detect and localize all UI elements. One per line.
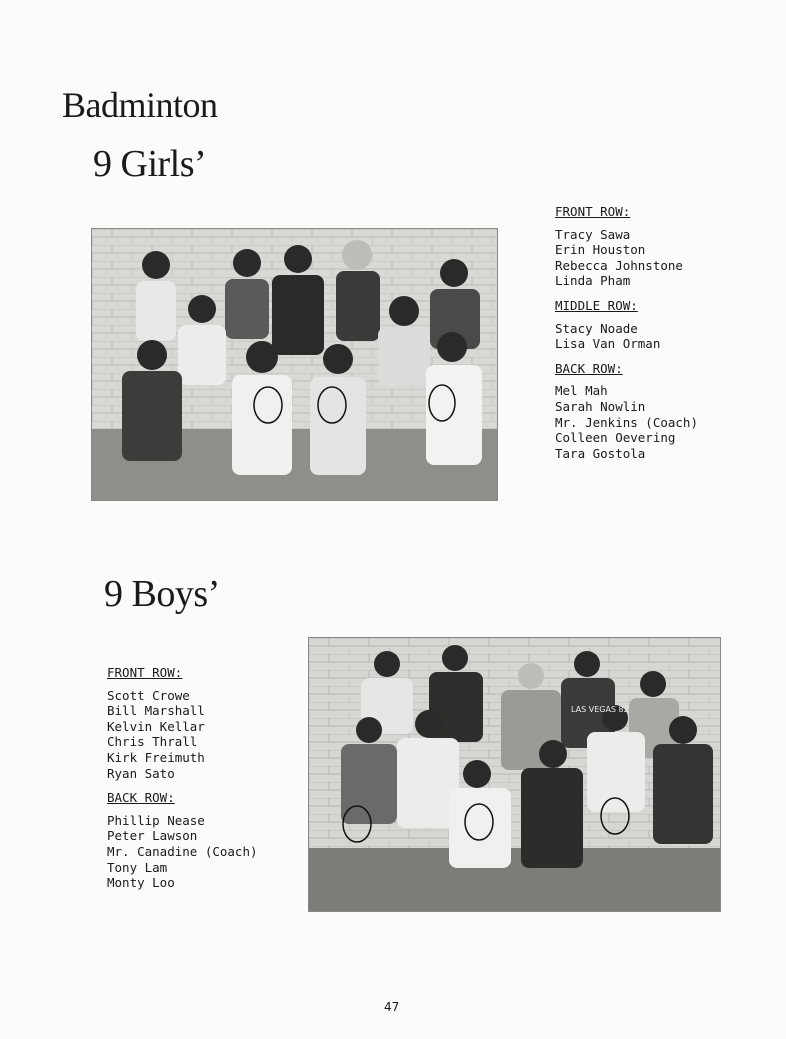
boys-front-row-name: Bill Marshall	[107, 703, 205, 719]
girls-middle-row-name: Lisa Van Orman	[555, 336, 661, 352]
boys-back-row	[107, 790, 258, 891]
page-number: 47	[384, 1000, 400, 1014]
girls-back-row	[555, 361, 698, 462]
girls-middle-row-label: MIDDLE ROW:	[555, 297, 638, 313]
boys-front-row-name: Kirk Freimuth	[107, 749, 205, 765]
girls-middle-row-name: Stacy Noade	[555, 320, 638, 336]
boys-front-row-name: Ryan Sato	[107, 765, 175, 781]
girls-middle-row	[555, 298, 698, 352]
boys-front-row-name: Chris Thrall	[107, 734, 198, 750]
boys-front-row-name: Kelvin Kellar	[107, 718, 205, 734]
boys-back-row-name: Mr. Canadine (Coach)	[107, 843, 258, 859]
girls-back-row-name: Mel Mah	[555, 383, 608, 399]
girls-section-heading: 9 Girls’	[93, 143, 207, 185]
girls-front-row-label: FRONT ROW:	[555, 204, 631, 219]
boys-back-row-label: BACK ROW:	[107, 790, 175, 806]
boys-back-row-name: Phillip Nease	[107, 812, 205, 828]
boys-section-heading: 9 Boys’	[104, 573, 220, 615]
girls-front-row-name: Linda Pham	[555, 273, 631, 289]
boys-back-row-name: Tony Lam	[107, 859, 168, 875]
girls-back-row-name: Mr. Jenkins (Coach)	[555, 414, 698, 430]
boys-front-row-name: Scott Crowe	[107, 687, 190, 703]
girls-roster	[555, 204, 698, 470]
shirt-text: LAS VEGAS 82	[571, 705, 629, 714]
girls-front-row	[555, 204, 698, 289]
girls-back-row-label: BACK ROW:	[555, 360, 623, 376]
girls-back-row-name: Sarah Nowlin	[555, 398, 646, 414]
boys-team-photo	[308, 637, 721, 912]
boys-back-row-name: Monty Loo	[107, 875, 175, 891]
page-title: Badminton	[62, 85, 218, 125]
girls-front-row-name: Tracy Sawa	[555, 226, 631, 242]
boys-front-row	[107, 665, 258, 781]
girls-front-row-name: Rebecca Johnstone	[555, 257, 683, 273]
girls-back-row-name: Colleen Oevering	[555, 430, 676, 446]
girls-team-photo	[91, 228, 498, 501]
girls-front-row-name: Erin Houston	[555, 242, 646, 258]
boys-roster	[107, 665, 258, 900]
boys-front-row-label: FRONT ROW:	[107, 665, 183, 680]
boys-back-row-name: Peter Lawson	[107, 828, 198, 844]
girls-back-row-name: Tara Gostola	[555, 445, 646, 461]
